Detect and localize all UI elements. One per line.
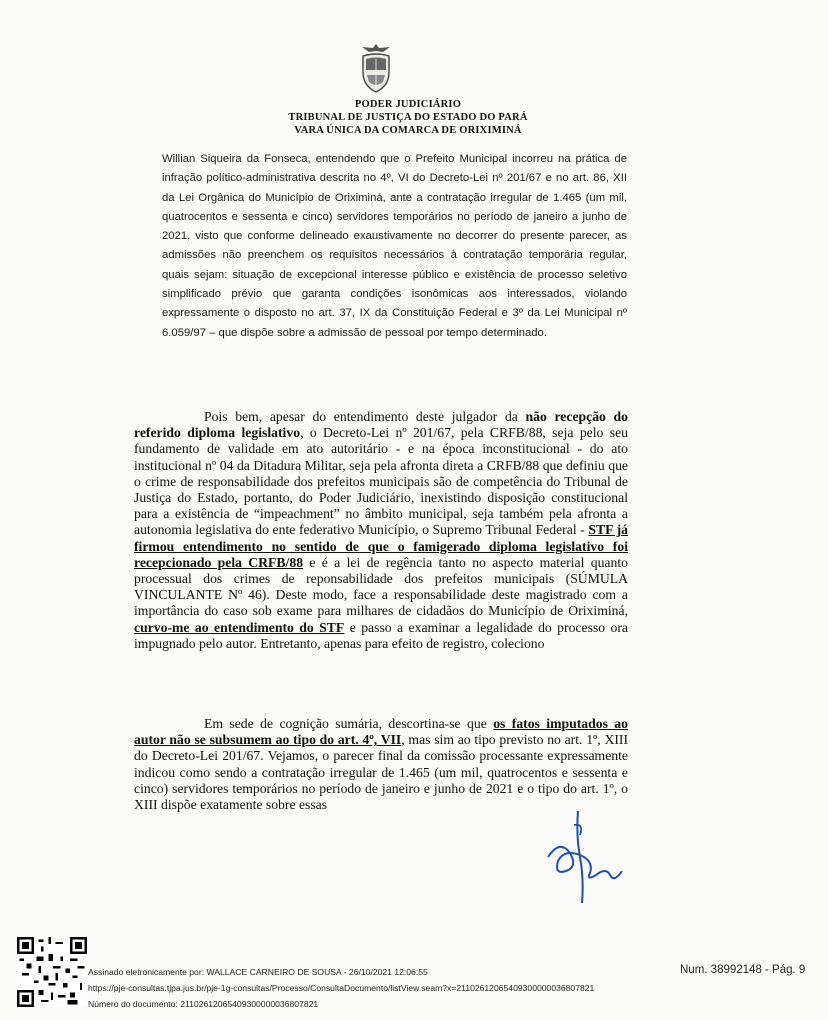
p1-text-4: e passo a examinar a legalidade do processo ora impugnado pelo autor. Entretanto, apenas para efeito de registro, coleciono <box>134 619 628 651</box>
p1-bold-1: não recepção do referido diploma legislativo <box>134 409 629 441</box>
paragraph-2 <box>134 716 628 813</box>
page-number: Num. 38992148 - Pág. 9 <box>680 964 806 976</box>
p1-bold-underlined-curvo: curvo-me ao entendimento do STF <box>134 619 345 635</box>
footer-doc-number: Número do documento: 21102612065409300000036807821 <box>88 999 319 1009</box>
qr-code-icon <box>17 937 87 1007</box>
quoted-excerpt: Willian Siqueira da Fonseca, entendendo que o Prefeito Municipal incorreu na prática de infração político-administrativa descrita no 4º, VI do Decreto-Lei nº 201/67 e no art. 86, XII da Lei Orgânica do Município de Oriximiná, ante a contratação irregular de 1.465 (um mil, quatrocentos e sessenta e cinco) servidores temporários no período de janeiro a junho de 2021, visto que conforme delineado exaustivamente no decorrer do presente parecer, as admissões não preenchem os requisitos necessários à contratação temporária regular, quais sejam: situação de excepcional interesse público e existência de processo seletivo simplificado prévio que garanta condições isonômicas aos interessados, violando expressamente o disposto no art. 37, IX da Constituição Federal e 3º da Lei Municipal nº 6.059/97 – que dispõe sobre a admissão de pessoal por tempo determinado. <box>162 153 627 339</box>
handwritten-signature <box>540 805 630 905</box>
p2-text-1: Em sede de cognição sumária, descortina-se que <box>204 716 494 731</box>
footer-url[interactable]: https://pje-consultas.tjpa.jus.br/pje-1g-consultas/Processo/ConsultaDocumento/listView.seam?x=21102612065409300000036807821 <box>88 983 595 993</box>
p1-text-1: Pois bem, apesar do entendimento deste julgador da <box>204 409 526 424</box>
p1-bold-underlined-stf: STF já firmou entendimento no sentido de que o famigerado diploma legislativo foi recepcionado pela CRFB/88 <box>134 522 628 570</box>
p2-text-2: , mas sim ao tipo previsto no art. 1º, XIII do Decreto-Lei 201/67. Vejamos, o parecer final da comissão processante expressamente indicou como sendo a contratação irregular de 1.465 (um mil, quatrocentos e sessenta e cinco) servidores temporários no período de janeiro e junho de 2021 e o tipo do art. 1º, o XIII dispõe exatamente sobre essas <box>134 732 628 813</box>
p1-text-3: e é a lei de regência tanto no aspecto material quanto processual dos crimes de reponsabilidade dos prefeitos municipais (SÚMULA VINCULANTE Nº 46). Deste modo, face a responsabilidade deste magistrado com a importância do caso sob exame para milhares de cidadãos do Município de Oriximiná, <box>134 554 628 619</box>
header-line-tribunal: TRIBUNAL DE JUSTIÇA DO ESTADO DO PARÁ <box>288 112 528 123</box>
p2-bold-underlined: os fatos imputados ao autor não se subsumem ao tipo do art. 4º, VII <box>134 716 628 748</box>
header-line-vara: VARA ÚNICA DA COMARCA DE ORIXIMINÁ <box>294 125 522 136</box>
coat-of-arms-icon <box>357 42 395 94</box>
paragraph-1 <box>134 409 628 652</box>
electronic-signature-footer <box>88 964 594 1012</box>
p1-text-2: , o Decreto-Lei nº 201/67, pela CRFB/88, seja pelo seu fundamento de validade em ato autoritário - e na época inconstitucional - do ato institucional nº 04 da Ditadura Militar, seja pela afronta direta a CRFB/88 que definiu que o crime de responsabilidade dos prefeitos municipais são de competência do Tribunal de Justiça do Estado, portanto, do Poder Judiciário, inexistindo disposição constitucional para a existência de “impeachment” no âmbito municipal, seja também pela afronta a autonomia legislativa do ente federativo Município, o Supremo Tribunal Federal - <box>134 425 628 538</box>
footer-signed-by: Assinado eletronicamente por: WALLACE CARNEIRO DE SOUSA - 26/10/2021 12:06:55 <box>88 967 428 977</box>
court-header <box>0 98 828 137</box>
header-line-judiciary: PODER JUDICIÁRIO <box>354 99 462 110</box>
